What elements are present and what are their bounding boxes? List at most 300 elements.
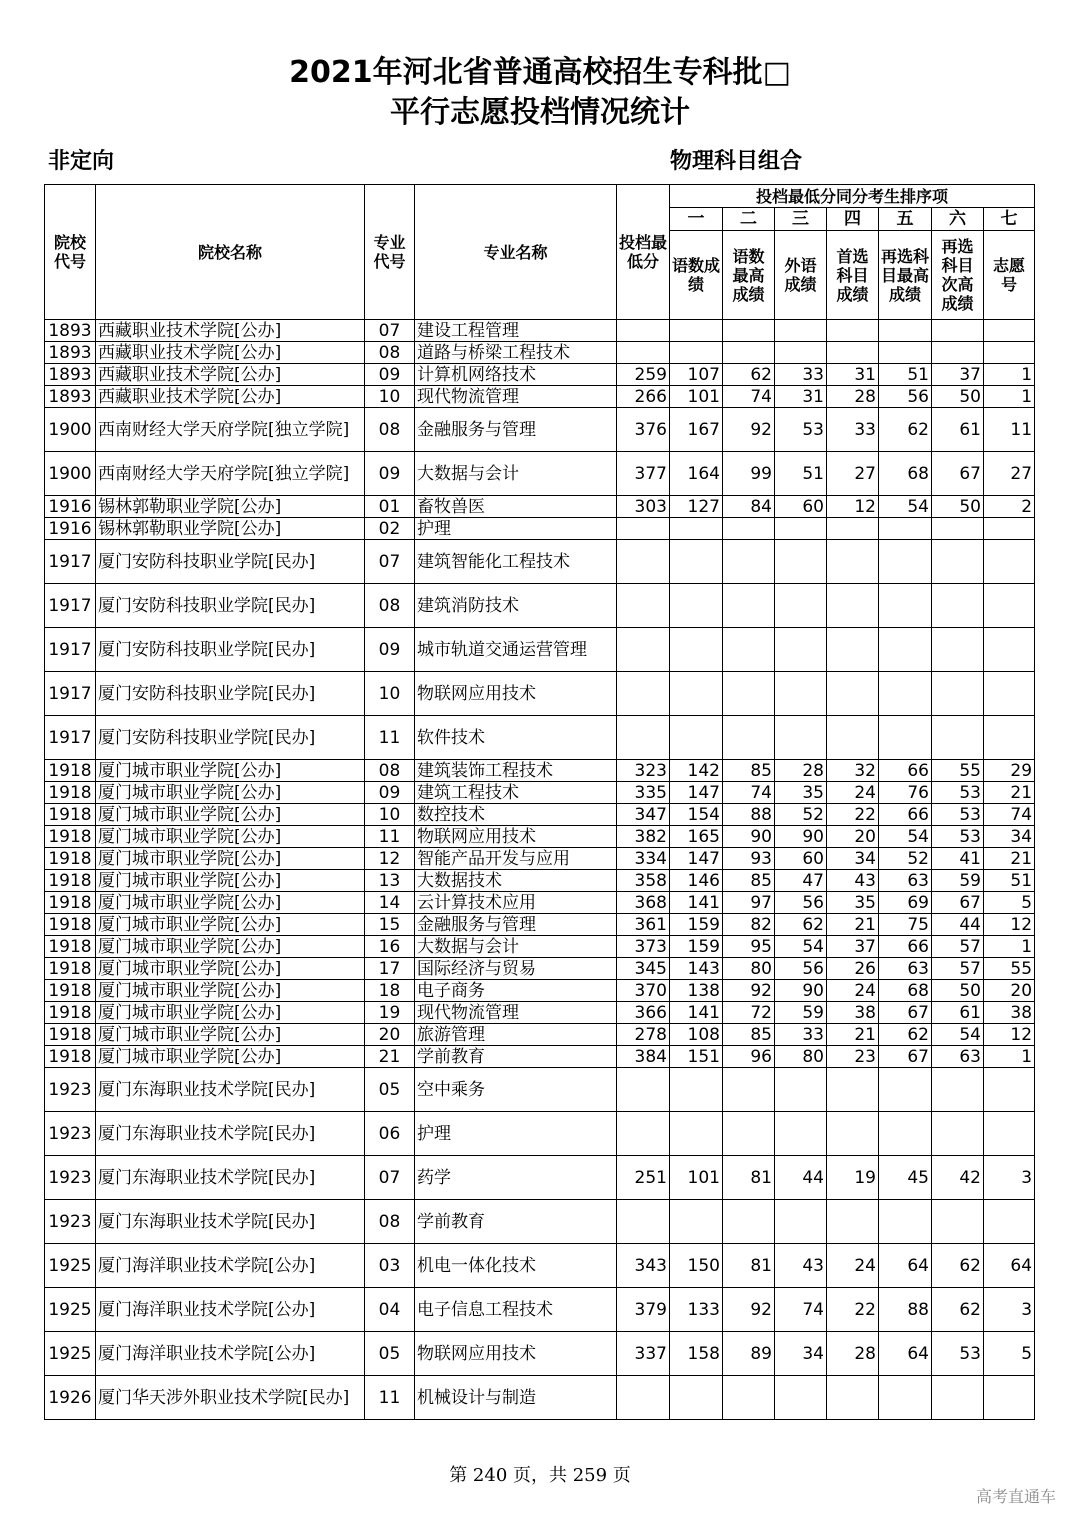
major-name-cell: 建筑工程技术 [415,782,617,804]
school-code-cell: 1917 [45,628,96,672]
school-code-cell: 1918 [45,1046,96,1068]
major-code-cell: 15 [365,914,415,936]
min-score-cell [617,584,670,628]
header-criterion-6: 再选科目次高成绩 [932,231,984,320]
min-score-cell: 335 [617,782,670,804]
foreign-lang-cell [775,1376,827,1420]
chinese-math-max-cell: 93 [723,848,775,870]
chinese-math-cell: 146 [670,870,723,892]
reselect-max-cell [879,1068,932,1112]
chinese-math-cell: 159 [670,914,723,936]
preference-no-cell: 1 [984,1046,1035,1068]
school-name-cell: 锡林郭勒职业学院[公办] [96,496,365,518]
first-subject-cell [827,1112,879,1156]
major-code-cell: 07 [365,1156,415,1200]
chinese-math-cell: 101 [670,1156,723,1200]
school-name-cell: 厦门城市职业学院[公办] [96,804,365,826]
min-score-cell [617,1112,670,1156]
major-name-cell: 护理 [415,1112,617,1156]
chinese-math-max-cell: 92 [723,1288,775,1332]
reselect-max-cell [879,518,932,540]
foreign-lang-cell: 28 [775,760,827,782]
school-code-cell: 1916 [45,518,96,540]
foreign-lang-cell: 31 [775,386,827,408]
reselect-max-cell [879,1376,932,1420]
chinese-math-cell: 142 [670,760,723,782]
table-row [45,1200,1035,1244]
chinese-math-max-cell [723,1068,775,1112]
foreign-lang-cell: 43 [775,1244,827,1288]
reselect-max-cell: 67 [879,1002,932,1024]
preference-no-cell: 20 [984,980,1035,1002]
preference-no-cell: 5 [984,892,1035,914]
school-code-cell: 1918 [45,804,96,826]
school-name-cell: 厦门海洋职业技术学院[公办] [96,1288,365,1332]
first-subject-cell: 35 [827,892,879,914]
school-code-cell: 1918 [45,826,96,848]
preference-no-cell: 21 [984,782,1035,804]
school-code-cell: 1925 [45,1288,96,1332]
preference-no-cell [984,1112,1035,1156]
foreign-lang-cell [775,1112,827,1156]
min-score-cell: 343 [617,1244,670,1288]
reselect-second-cell [932,1376,984,1420]
major-code-cell: 21 [365,1046,415,1068]
school-name-cell: 厦门东海职业技术学院[民办] [96,1112,365,1156]
major-name-cell: 建筑智能化工程技术 [415,540,617,584]
reselect-second-cell [932,672,984,716]
min-score-cell: 266 [617,386,670,408]
chinese-math-max-cell [723,1376,775,1420]
school-name-cell: 厦门城市职业学院[公办] [96,1046,365,1068]
major-name-cell: 物联网应用技术 [415,826,617,848]
preference-no-cell [984,342,1035,364]
school-code-cell: 1918 [45,870,96,892]
first-subject-cell [827,518,879,540]
first-subject-cell [827,672,879,716]
school-name-cell: 厦门城市职业学院[公办] [96,1024,365,1046]
min-score-cell [617,1200,670,1244]
major-code-cell: 08 [365,342,415,364]
school-code-cell: 1900 [45,452,96,496]
chinese-math-max-cell [723,672,775,716]
header-order-6: 六 [932,208,984,231]
min-score-cell: 379 [617,1288,670,1332]
header-criterion-5: 再选科目最高成绩 [879,231,932,320]
major-name-cell: 旅游管理 [415,1024,617,1046]
foreign-lang-cell [775,584,827,628]
major-name-cell: 药学 [415,1156,617,1200]
table-row [45,848,1035,870]
reselect-max-cell [879,628,932,672]
chinese-math-cell: 101 [670,386,723,408]
preference-no-cell [984,518,1035,540]
major-code-cell: 13 [365,870,415,892]
first-subject-cell: 33 [827,408,879,452]
major-name-cell: 电子商务 [415,980,617,1002]
reselect-max-cell [879,320,932,342]
page-footer: 第 240 页，共 259 页 [449,1465,631,1486]
school-name-cell: 厦门城市职业学院[公办] [96,958,365,980]
reselect-second-cell: 41 [932,848,984,870]
reselect-second-cell: 61 [932,408,984,452]
chinese-math-cell: 165 [670,826,723,848]
chinese-math-cell: 143 [670,958,723,980]
reselect-second-cell: 50 [932,386,984,408]
reselect-max-cell: 64 [879,1244,932,1288]
preference-no-cell: 1 [984,386,1035,408]
min-score-cell: 373 [617,936,670,958]
foreign-lang-cell [775,628,827,672]
min-score-cell [617,540,670,584]
chinese-math-cell: 147 [670,782,723,804]
school-name-cell: 西藏职业技术学院[公办] [96,342,365,364]
chinese-math-max-cell: 74 [723,782,775,804]
school-name-cell: 厦门城市职业学院[公办] [96,914,365,936]
major-code-cell: 17 [365,958,415,980]
first-subject-cell: 27 [827,452,879,496]
foreign-lang-cell: 60 [775,848,827,870]
table-row [45,496,1035,518]
reselect-max-cell: 63 [879,870,932,892]
chinese-math-cell [670,672,723,716]
major-name-cell: 机电一体化技术 [415,1244,617,1288]
reselect-second-cell: 67 [932,892,984,914]
table-row [45,342,1035,364]
min-score-cell: 384 [617,1046,670,1068]
header-criterion-7: 志愿号 [984,231,1035,320]
chinese-math-cell: 164 [670,452,723,496]
first-subject-cell [827,716,879,760]
school-code-cell: 1917 [45,584,96,628]
major-name-cell: 数控技术 [415,804,617,826]
reselect-max-cell: 68 [879,452,932,496]
reselect-second-cell [932,540,984,584]
min-score-cell: 347 [617,804,670,826]
first-subject-cell: 32 [827,760,879,782]
major-name-cell: 金融服务与管理 [415,408,617,452]
foreign-lang-cell: 33 [775,1024,827,1046]
reselect-second-cell [932,342,984,364]
major-name-cell: 计算机网络技术 [415,364,617,386]
major-name-cell: 畜牧兽医 [415,496,617,518]
header-order-3: 三 [775,208,827,231]
school-code-cell: 1917 [45,540,96,584]
school-name-cell: 厦门城市职业学院[公办] [96,870,365,892]
school-code-cell: 1918 [45,914,96,936]
foreign-lang-cell: 90 [775,826,827,848]
reselect-second-cell: 55 [932,760,984,782]
table-row [45,628,1035,672]
page-title-line2: 平行志愿投档情况统计 [390,95,690,130]
chinese-math-max-cell: 84 [723,496,775,518]
first-subject-cell [827,1068,879,1112]
first-subject-cell: 21 [827,914,879,936]
table-row [45,452,1035,496]
subject-combination-label: 物理科目组合 [670,149,803,174]
reselect-second-cell: 61 [932,1002,984,1024]
chinese-math-cell [670,320,723,342]
foreign-lang-cell: 47 [775,870,827,892]
reselect-second-cell [932,1068,984,1112]
min-score-cell: 259 [617,364,670,386]
school-code-cell: 1893 [45,342,96,364]
preference-no-cell [984,1068,1035,1112]
preference-no-cell: 3 [984,1288,1035,1332]
reselect-max-cell: 67 [879,1046,932,1068]
reselect-max-cell: 63 [879,958,932,980]
school-name-cell: 厦门东海职业技术学院[民办] [96,1156,365,1200]
school-name-cell: 西南财经大学天府学院[独立学院] [96,452,365,496]
min-score-cell: 334 [617,848,670,870]
reselect-max-cell: 66 [879,760,932,782]
school-code-cell: 1893 [45,320,96,342]
school-name-cell: 厦门安防科技职业学院[民办] [96,672,365,716]
major-code-cell: 02 [365,518,415,540]
school-name-cell: 厦门城市职业学院[公办] [96,892,365,914]
chinese-math-cell: 151 [670,1046,723,1068]
reselect-second-cell [932,1200,984,1244]
first-subject-cell: 38 [827,1002,879,1024]
chinese-math-max-cell: 88 [723,804,775,826]
min-score-cell: 278 [617,1024,670,1046]
table-row [45,408,1035,452]
chinese-math-cell [670,1068,723,1112]
school-code-cell: 1923 [45,1068,96,1112]
first-subject-cell: 24 [827,1244,879,1288]
table-row [45,826,1035,848]
major-name-cell: 现代物流管理 [415,1002,617,1024]
chinese-math-max-cell: 96 [723,1046,775,1068]
chinese-math-cell: 167 [670,408,723,452]
table-row [45,1024,1035,1046]
major-name-cell: 大数据与会计 [415,452,617,496]
reselect-max-cell [879,716,932,760]
table-row [45,1156,1035,1200]
reselect-max-cell [879,540,932,584]
school-name-cell: 厦门城市职业学院[公办] [96,1002,365,1024]
chinese-math-cell: 107 [670,364,723,386]
preference-no-cell: 51 [984,870,1035,892]
preference-no-cell [984,1200,1035,1244]
foreign-lang-cell: 62 [775,914,827,936]
first-subject-cell: 43 [827,870,879,892]
preference-no-cell [984,628,1035,672]
school-code-cell: 1918 [45,958,96,980]
foreign-lang-cell [775,1068,827,1112]
major-code-cell: 18 [365,980,415,1002]
preference-no-cell: 11 [984,408,1035,452]
preference-no-cell: 1 [984,364,1035,386]
school-name-cell: 厦门海洋职业技术学院[公办] [96,1332,365,1376]
major-name-cell: 道路与桥梁工程技术 [415,342,617,364]
preference-no-cell [984,584,1035,628]
chinese-math-max-cell: 80 [723,958,775,980]
foreign-lang-cell: 80 [775,1046,827,1068]
chinese-math-max-cell [723,518,775,540]
header-school-code: 院校代号 [45,185,96,320]
preference-no-cell: 74 [984,804,1035,826]
header-school-name: 院校名称 [96,185,365,320]
category-label: 非定向 [48,149,115,174]
school-code-cell: 1918 [45,1002,96,1024]
foreign-lang-cell: 54 [775,936,827,958]
school-name-cell: 厦门城市职业学院[公办] [96,980,365,1002]
school-code-cell: 1918 [45,892,96,914]
school-name-cell: 西南财经大学天府学院[独立学院] [96,408,365,452]
major-code-cell: 10 [365,672,415,716]
foreign-lang-cell: 56 [775,892,827,914]
school-name-cell: 厦门城市职业学院[公办] [96,848,365,870]
table-row [45,320,1035,342]
chinese-math-max-cell [723,1112,775,1156]
foreign-lang-cell: 74 [775,1288,827,1332]
major-code-cell: 05 [365,1332,415,1376]
reselect-second-cell: 54 [932,1024,984,1046]
chinese-math-cell [670,1112,723,1156]
chinese-math-max-cell [723,584,775,628]
table-row [45,870,1035,892]
preference-no-cell: 12 [984,914,1035,936]
major-name-cell: 智能产品开发与应用 [415,848,617,870]
major-code-cell: 12 [365,848,415,870]
major-code-cell: 08 [365,760,415,782]
table-body [45,320,1035,1420]
school-code-cell: 1918 [45,1024,96,1046]
reselect-max-cell: 45 [879,1156,932,1200]
preference-no-cell: 2 [984,496,1035,518]
preference-no-cell: 29 [984,760,1035,782]
table-row [45,1244,1035,1288]
major-name-cell: 建筑装饰工程技术 [415,760,617,782]
chinese-math-cell: 147 [670,848,723,870]
major-code-cell: 08 [365,408,415,452]
major-name-cell: 建设工程管理 [415,320,617,342]
reselect-max-cell: 76 [879,782,932,804]
chinese-math-cell [670,584,723,628]
first-subject-cell: 26 [827,958,879,980]
major-name-cell: 国际经济与贸易 [415,958,617,980]
min-score-cell: 358 [617,870,670,892]
preference-no-cell: 3 [984,1156,1035,1200]
first-subject-cell [827,540,879,584]
school-code-cell: 1917 [45,716,96,760]
major-code-cell: 06 [365,1112,415,1156]
school-code-cell: 1923 [45,1156,96,1200]
chinese-math-max-cell: 81 [723,1156,775,1200]
preference-no-cell: 38 [984,1002,1035,1024]
reselect-second-cell [932,320,984,342]
school-name-cell: 厦门海洋职业技术学院[公办] [96,1244,365,1288]
reselect-max-cell: 54 [879,826,932,848]
preference-no-cell [984,540,1035,584]
major-name-cell: 电子信息工程技术 [415,1288,617,1332]
chinese-math-max-cell [723,628,775,672]
min-score-cell: 366 [617,1002,670,1024]
reselect-max-cell [879,342,932,364]
reselect-max-cell: 75 [879,914,932,936]
first-subject-cell: 31 [827,364,879,386]
reselect-second-cell [932,1112,984,1156]
first-subject-cell: 21 [827,1024,879,1046]
school-name-cell: 锡林郭勒职业学院[公办] [96,518,365,540]
foreign-lang-cell: 44 [775,1156,827,1200]
school-name-cell: 厦门城市职业学院[公办] [96,782,365,804]
chinese-math-max-cell: 89 [723,1332,775,1376]
min-score-cell: 251 [617,1156,670,1200]
major-code-cell: 10 [365,386,415,408]
chinese-math-cell: 141 [670,892,723,914]
min-score-cell: 345 [617,958,670,980]
school-name-cell: 厦门安防科技职业学院[民办] [96,716,365,760]
table-row [45,1376,1035,1420]
foreign-lang-cell: 52 [775,804,827,826]
school-name-cell: 厦门华天涉外职业技术学院[民办] [96,1376,365,1420]
school-code-cell: 1923 [45,1200,96,1244]
major-name-cell: 现代物流管理 [415,386,617,408]
major-name-cell: 金融服务与管理 [415,914,617,936]
chinese-math-max-cell [723,1200,775,1244]
chinese-math-cell: 127 [670,496,723,518]
min-score-cell [617,672,670,716]
chinese-math-cell [670,540,723,584]
major-name-cell: 物联网应用技术 [415,672,617,716]
reselect-max-cell [879,584,932,628]
school-code-cell: 1925 [45,1332,96,1376]
chinese-math-max-cell [723,320,775,342]
reselect-second-cell: 67 [932,452,984,496]
foreign-lang-cell: 35 [775,782,827,804]
major-code-cell: 03 [365,1244,415,1288]
first-subject-cell: 28 [827,1332,879,1376]
first-subject-cell [827,1376,879,1420]
foreign-lang-cell: 34 [775,1332,827,1376]
major-name-cell: 软件技术 [415,716,617,760]
school-code-cell: 1918 [45,980,96,1002]
reselect-second-cell: 50 [932,496,984,518]
first-subject-cell [827,628,879,672]
header-min-score: 投档最低分 [617,185,670,320]
table-row [45,518,1035,540]
min-score-cell: 361 [617,914,670,936]
major-code-cell: 20 [365,1024,415,1046]
table-row [45,584,1035,628]
school-code-cell: 1918 [45,782,96,804]
table-row [45,980,1035,1002]
table-row [45,1046,1035,1068]
foreign-lang-cell [775,716,827,760]
preference-no-cell: 64 [984,1244,1035,1288]
chinese-math-cell [670,518,723,540]
reselect-max-cell: 66 [879,936,932,958]
foreign-lang-cell [775,342,827,364]
first-subject-cell: 23 [827,1046,879,1068]
school-name-cell: 厦门安防科技职业学院[民办] [96,628,365,672]
header-order-5: 五 [879,208,932,231]
reselect-max-cell: 66 [879,804,932,826]
reselect-max-cell [879,1200,932,1244]
preference-no-cell [984,716,1035,760]
school-code-cell: 1917 [45,672,96,716]
major-code-cell: 11 [365,1376,415,1420]
major-name-cell: 学前教育 [415,1046,617,1068]
min-score-cell: 368 [617,892,670,914]
foreign-lang-cell: 60 [775,496,827,518]
major-code-cell: 09 [365,364,415,386]
school-name-cell: 厦门安防科技职业学院[民办] [96,584,365,628]
major-code-cell: 07 [365,540,415,584]
reselect-max-cell: 64 [879,1332,932,1376]
